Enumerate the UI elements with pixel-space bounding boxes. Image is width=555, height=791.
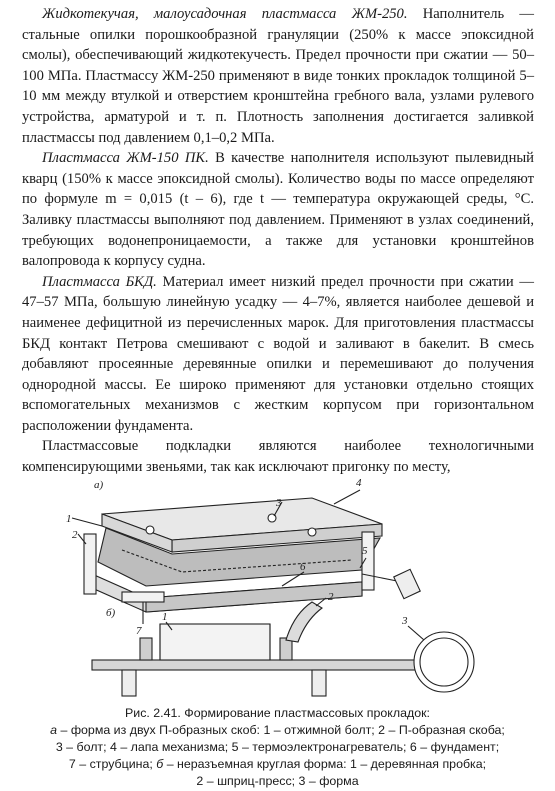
figure-caption [14, 705, 541, 790]
caption-line-1 [14, 722, 541, 739]
callout-a-4: 4 [356, 477, 362, 489]
callout-b-1: 1 [162, 611, 168, 623]
paragraph-zhm150 [22, 148, 534, 272]
paragraph-pads [22, 436, 534, 477]
caption-line-4: 2 – шприц-пресс; 3 – форма [196, 774, 359, 788]
label-b: б) [106, 607, 116, 619]
paragraph-text: Наполнитель — стальные опилки порошкообразной грануляции (250% к массе эпоксидной смолы), обеспечивающий жидкотекучесть. Предел прочности при сжатии — 50–100 МПа. Пластмассу ЖМ-250 применяют в виде тонких прокладок толщиной 5–10 мм между втулкой и отверстием кронштейна гребного вала, узлами рулевого устройства, арматурой и т. п. Плотность заполнения достигается заливкой пластмассы под давлением 0,1–0,2 МПа. [22, 6, 534, 146]
paragraph-text: Пластмассовые подкладки являются наиболее технологичными компенсирующими звеньями, так как исключают пригонку по месту, [22, 438, 534, 476]
callout-a-6: 6 [300, 561, 306, 573]
paragraph-text: В качестве наполнителя используют пылевидный кварц (150% к массе эпоксидной смолы). Количество воды по массе определяют по формуле m = 0,015 (t – 6), где t — температура окружающей среды, °С. Заливку пластмассы выполняют под давлением. Применяют в узлах соединений, требующих водонепроницаемости, а также для установки кронштейнов валопровода к корпусу судна. [22, 150, 534, 270]
term-bkd: Пластмасса БКД. [42, 273, 157, 290]
callout-a-7: 7 [136, 625, 142, 637]
callout-a-2: 2 [72, 529, 78, 541]
callout-a-5: 5 [362, 545, 368, 557]
term-zhm150: Пластмасса ЖМ-150 ПК. [42, 150, 209, 167]
callout-a-3: 3 [276, 497, 282, 509]
label-a: а) [94, 479, 104, 491]
paragraph-text: Материал имеет низкий предел прочности при сжатии — 47–57 МПа, большую линейную усадку — 4–7%, является наиболее дешевой и наименее дефицитной из перечисленных марок. Для приготовления пластмассы БКД контакт Петрова смешивают с водой и заливают в бакелит. В смесь добавляют просеянные деревянные опилки и перемешивают до получения однородной массы. Ее широко применяют для установки отдельно стоящих вспомогательных механизмов с жестким корпусом при горизонтальном расположении фундамента. [22, 273, 534, 434]
caption-a-letter: а [50, 723, 58, 737]
body-text [22, 4, 534, 478]
figure-part-a [66, 477, 420, 637]
caption-line-1-text: – форма из двух П-образных скоб: 1 – отжимной болт; 2 – П-образная скоба; [57, 723, 505, 737]
caption-title: Рис. 2.41. Формирование пластмассовых прокладок: [125, 706, 430, 720]
caption-line-3 [14, 756, 541, 773]
figure-drawing [62, 474, 492, 702]
term-zhm250: Жидкотекучая, малоусадочная пластмасса ЖМ-250. [42, 6, 408, 22]
callout-b-3: 3 [402, 615, 408, 627]
caption-line-3-pre: 7 – струбцина; [68, 757, 157, 771]
caption-line-3-text: – неразъемная круглая форма: 1 – деревянная пробка; [163, 757, 487, 771]
paragraph-zhm250 [22, 4, 534, 148]
callout-b-2: 2 [328, 591, 334, 603]
paragraph-bkd [22, 272, 534, 437]
caption-b-letter: б [156, 757, 164, 771]
caption-line-2: 3 – болт; 4 – лапа механизма; 5 – термоэлектронагреватель; 6 – фундамент; [55, 740, 500, 754]
callout-a-1: 1 [66, 513, 72, 525]
